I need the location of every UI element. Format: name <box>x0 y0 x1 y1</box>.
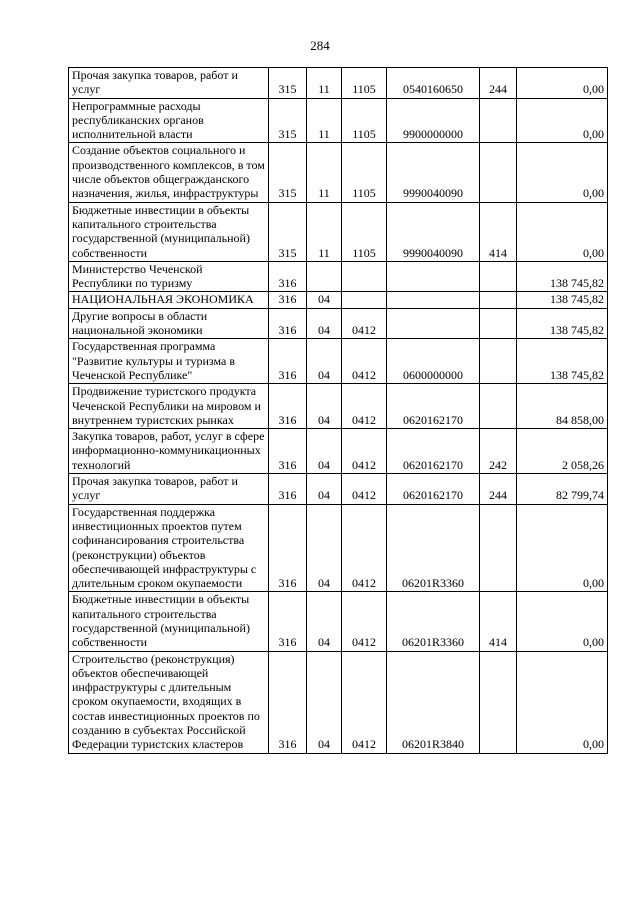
row-amount-cell: 0,00 <box>517 143 608 202</box>
row-expense-type-cell <box>480 143 517 202</box>
row-org-code-cell: 316 <box>269 504 307 592</box>
page-number: 284 <box>310 38 330 53</box>
row-subsection-cell: 1105 <box>342 68 387 99</box>
table-row <box>69 592 608 651</box>
row-name-cell: Министерство Чеченской Республики по туризму <box>69 261 269 292</box>
row-org-code-cell: 316 <box>269 339 307 384</box>
row-section-cell: 04 <box>307 384 342 429</box>
row-target-code-cell: 9900000000 <box>387 98 480 143</box>
row-expense-type-cell <box>480 292 517 308</box>
row-subsection-cell <box>342 261 387 292</box>
row-target-code-cell: 06201R3360 <box>387 504 480 592</box>
row-org-code-cell: 316 <box>269 651 307 753</box>
row-section-cell: 04 <box>307 308 342 339</box>
row-expense-type-cell <box>480 339 517 384</box>
row-amount-cell: 0,00 <box>517 651 608 753</box>
table-row <box>69 261 608 292</box>
row-name-cell: Прочая закупка товаров, работ и услуг <box>69 68 269 99</box>
row-expense-type-cell <box>480 384 517 429</box>
row-expense-type-cell <box>480 261 517 292</box>
row-expense-type-cell <box>480 651 517 753</box>
row-amount-cell: 0,00 <box>517 68 608 99</box>
row-org-code-cell: 316 <box>269 429 307 474</box>
row-subsection-cell: 0412 <box>342 474 387 505</box>
row-target-code-cell: 9990040090 <box>387 143 480 202</box>
row-subsection-cell: 1105 <box>342 202 387 261</box>
row-org-code-cell: 316 <box>269 261 307 292</box>
row-name-cell: Бюджетные инвестиции в объекты капитального строительства государственной (муниципальной) собственности <box>69 202 269 261</box>
row-section-cell <box>307 261 342 292</box>
row-org-code-cell: 315 <box>269 143 307 202</box>
row-org-code-cell: 315 <box>269 98 307 143</box>
row-target-code-cell: 0600000000 <box>387 339 480 384</box>
row-subsection-cell: 1105 <box>342 143 387 202</box>
table-row <box>69 308 608 339</box>
row-subsection-cell <box>342 292 387 308</box>
table-row <box>69 384 608 429</box>
row-amount-cell: 2 058,26 <box>517 429 608 474</box>
table-row <box>69 474 608 505</box>
row-expense-type-cell <box>480 308 517 339</box>
row-subsection-cell: 1105 <box>342 98 387 143</box>
row-expense-type-cell: 414 <box>480 202 517 261</box>
table-row <box>69 651 608 753</box>
row-name-cell: Государственная программа "Развитие культуры и туризма в Чеченской Республике" <box>69 339 269 384</box>
row-section-cell: 04 <box>307 474 342 505</box>
row-subsection-cell: 0412 <box>342 504 387 592</box>
row-section-cell: 04 <box>307 339 342 384</box>
row-target-code-cell: 9990040090 <box>387 202 480 261</box>
row-org-code-cell: 316 <box>269 384 307 429</box>
row-target-code-cell <box>387 261 480 292</box>
row-target-code-cell: 0620162170 <box>387 429 480 474</box>
row-section-cell: 04 <box>307 504 342 592</box>
row-section-cell: 11 <box>307 68 342 99</box>
row-target-code-cell: 06201R3840 <box>387 651 480 753</box>
row-expense-type-cell <box>480 98 517 143</box>
row-section-cell: 11 <box>307 143 342 202</box>
row-target-code-cell: 06201R3360 <box>387 592 480 651</box>
row-name-cell: Закупка товаров, работ, услуг в сфере информационно-коммуникационных технологий <box>69 429 269 474</box>
table-row <box>69 143 608 202</box>
row-amount-cell: 138 745,82 <box>517 308 608 339</box>
row-org-code-cell: 316 <box>269 308 307 339</box>
row-org-code-cell: 316 <box>269 292 307 308</box>
row-org-code-cell: 316 <box>269 474 307 505</box>
row-org-code-cell: 315 <box>269 68 307 99</box>
row-subsection-cell: 0412 <box>342 651 387 753</box>
budget-table <box>68 67 608 754</box>
row-name-cell: Строительство (реконструкция) объектов обеспечивающей инфраструктуры с длительным сроком окупаемости, входящих в состав инвестиционных проектов по созданию в субъектах Российской Федерации туристских кластеров <box>69 651 269 753</box>
table-row <box>69 504 608 592</box>
table-row <box>69 339 608 384</box>
row-target-code-cell <box>387 308 480 339</box>
row-name-cell: НАЦИОНАЛЬНАЯ ЭКОНОМИКА <box>69 292 269 308</box>
row-section-cell: 04 <box>307 292 342 308</box>
row-expense-type-cell <box>480 504 517 592</box>
row-amount-cell: 82 799,74 <box>517 474 608 505</box>
table-row <box>69 429 608 474</box>
row-target-code-cell: 0620162170 <box>387 474 480 505</box>
row-subsection-cell: 0412 <box>342 384 387 429</box>
row-subsection-cell: 0412 <box>342 308 387 339</box>
table-row <box>69 98 608 143</box>
row-section-cell: 11 <box>307 202 342 261</box>
row-amount-cell: 138 745,82 <box>517 339 608 384</box>
row-name-cell: Непрограммные расходы республиканских органов исполнительной власти <box>69 98 269 143</box>
row-amount-cell: 84 858,00 <box>517 384 608 429</box>
row-amount-cell: 0,00 <box>517 202 608 261</box>
row-expense-type-cell: 242 <box>480 429 517 474</box>
row-org-code-cell: 315 <box>269 202 307 261</box>
row-amount-cell: 0,00 <box>517 504 608 592</box>
row-amount-cell: 138 745,82 <box>517 292 608 308</box>
row-name-cell: Создание объектов социального и производственного комплексов, в том числе объектов общегражданского назначения, жилья, инфраструктуры <box>69 143 269 202</box>
row-section-cell: 04 <box>307 651 342 753</box>
row-name-cell: Другие вопросы в области национальной экономики <box>69 308 269 339</box>
row-amount-cell: 0,00 <box>517 98 608 143</box>
row-amount-cell: 138 745,82 <box>517 261 608 292</box>
row-expense-type-cell: 244 <box>480 474 517 505</box>
row-target-code-cell: 0540160650 <box>387 68 480 99</box>
row-expense-type-cell: 244 <box>480 68 517 99</box>
row-subsection-cell: 0412 <box>342 592 387 651</box>
row-amount-cell: 0,00 <box>517 592 608 651</box>
row-section-cell: 04 <box>307 429 342 474</box>
budget-table-body <box>69 68 608 754</box>
row-target-code-cell <box>387 292 480 308</box>
row-subsection-cell: 0412 <box>342 339 387 384</box>
row-target-code-cell: 0620162170 <box>387 384 480 429</box>
row-subsection-cell: 0412 <box>342 429 387 474</box>
row-name-cell: Прочая закупка товаров, работ и услуг <box>69 474 269 505</box>
row-section-cell: 11 <box>307 98 342 143</box>
table-row <box>69 292 608 308</box>
row-section-cell: 04 <box>307 592 342 651</box>
row-name-cell: Бюджетные инвестиции в объекты капитального строительства государственной (муниципальной) собственности <box>69 592 269 651</box>
row-name-cell: Продвижение туристского продукта Чеченской Республики на мировом и внутреннем туристских рынках <box>69 384 269 429</box>
row-org-code-cell: 316 <box>269 592 307 651</box>
row-name-cell: Государственная поддержка инвестиционных проектов путем софинансирования строительства (реконструкции) объектов обеспечивающей инфраструктуры с длительным сроком окупаемости <box>69 504 269 592</box>
table-row <box>69 202 608 261</box>
table-row <box>69 68 608 99</box>
row-expense-type-cell: 414 <box>480 592 517 651</box>
